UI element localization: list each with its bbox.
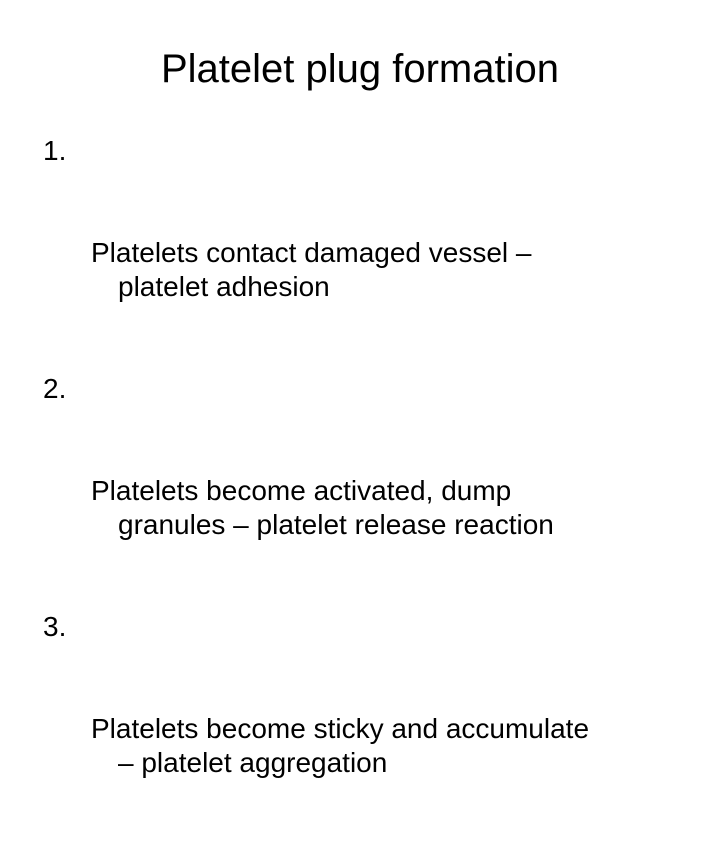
list-item-continuation: – platelet aggregation [118, 747, 388, 778]
list-item [0, 134, 720, 372]
slide-title: Platelet plug formation [160, 47, 559, 91]
list-item-continuation: granules – platelet release reaction [118, 509, 554, 540]
list-item-line: Platelets become sticky and accumulate [91, 713, 590, 744]
list-item-line: Platelets contact damaged vessel – [91, 237, 532, 268]
list-item-number: 1. [43, 135, 67, 166]
list-item [0, 372, 720, 610]
list-item [0, 610, 720, 848]
list-item-text [91, 713, 700, 780]
list-item-text [91, 475, 700, 542]
numbered-list [0, 134, 720, 848]
list-item-line: Platelets become activated, dump [91, 475, 512, 506]
list-item-continuation: platelet adhesion [118, 271, 330, 302]
list-item-number: 2. [43, 373, 67, 404]
list-item-number: 3. [43, 611, 67, 642]
list-item-text [91, 237, 700, 304]
